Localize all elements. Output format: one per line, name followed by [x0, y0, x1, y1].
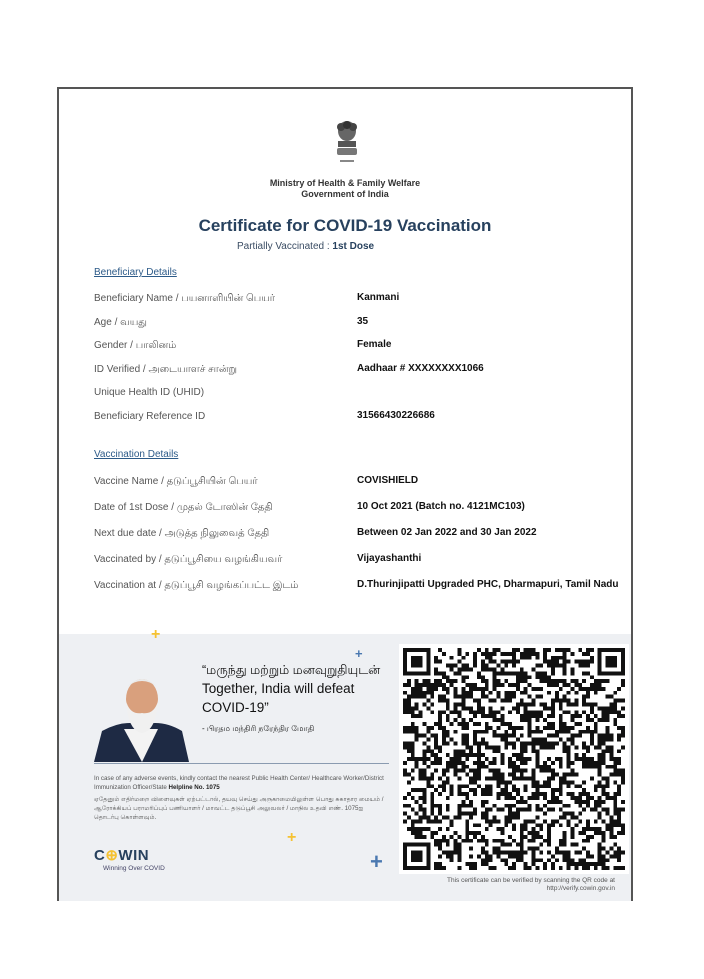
quote-tamil: “மருந்து மற்றும் மனவுறுதியுடன்: [202, 663, 381, 677]
field-label: Vaccine Name / தடுப்பூசியின் பெயர்: [94, 476, 258, 487]
status-value: 1st Dose: [332, 241, 375, 252]
verify-text: This certificate can be verified by scanning the QR code at: [446, 877, 615, 884]
cowin-logo: C⊕WIN: [94, 847, 150, 864]
beneficiary-heading: Beneficiary Details: [94, 267, 177, 278]
vaccination-heading: Vaccination Details: [94, 449, 179, 460]
field-value: 31566430226686: [357, 409, 435, 421]
field-value: 10 Oct 2021 (Batch no. 4121MC103): [357, 501, 525, 512]
national-emblem-icon: [332, 119, 362, 169]
plus-decor-icon: +: [370, 849, 383, 874]
field-value: Kanmani: [357, 292, 400, 303]
quote-attribution: - பிரதம மந்திரி நரேந்திர மோதி: [202, 724, 315, 733]
page-title: Certificate for COVID-19 Vaccination: [198, 216, 492, 235]
vaccination-certificate: [57, 87, 633, 901]
field-value: Female: [357, 339, 392, 350]
divider: [94, 763, 389, 764]
plus-decor-icon: +: [151, 626, 161, 643]
field-label: Next due date / அடுத்த நிலுவைத் தேதி: [94, 528, 270, 539]
plus-decor-icon: +: [355, 646, 363, 661]
field-label: Unique Health ID (UHID): [94, 387, 205, 398]
pm-quote: [202, 664, 392, 734]
field-label: ID Verified / அடையாளச் சான்று: [94, 363, 237, 375]
adverse-events-note: [94, 774, 384, 792]
note-text: In case of any adverse events, kindly contact the nearest Public Health Center/ Healthcare Worker/District Immunization Officer/State: [94, 775, 384, 791]
field-value: Aadhaar # XXXXXXXX1066: [357, 362, 484, 374]
field-label: Beneficiary Reference ID: [94, 410, 206, 422]
verify-url: http://verify.cowin.gov.in: [546, 885, 615, 892]
field-label: Vaccination at / தடுப்பூசி வழங்கப்பட்ட இடம்: [94, 580, 299, 591]
field-label: Age / வயது: [94, 316, 147, 328]
field-label: Date of 1st Dose / முதல் டோஸின் தேதி: [94, 502, 273, 513]
plus-decor-icon: +: [287, 829, 297, 846]
field-label: Vaccinated by / தடுப்பூசியை வழங்கியவர்: [94, 554, 283, 565]
vaccination-status: [237, 241, 374, 252]
ministry-name: Ministry of Health & Family Welfare: [269, 178, 421, 188]
status-label: Partially Vaccinated :: [237, 241, 333, 252]
government-name: Government of India: [301, 189, 389, 199]
quote-english: Together, India will defeat COVID-19”: [202, 681, 355, 715]
verification-qr-code: [399, 644, 629, 874]
field-value: D.Thurinjipatti Upgraded PHC, Dharmapuri, Tamil Nadu: [357, 579, 619, 590]
qr-code-icon: [403, 648, 625, 870]
field-label: Gender / பாலினம்: [94, 340, 177, 351]
prime-minister-photo: [94, 669, 189, 762]
footer-panel: [59, 626, 631, 901]
field-value: Between 02 Jan 2022 and 30 Jan 2022: [357, 527, 537, 538]
adverse-events-note-tamil: ஏதேனும் எதிர்மறை விளைவுகள் ஏற்பட்டால், தயவு செய்து அருகாமையிலுள்ள பொது சுகாதார மையம் / ஆரோக்கியப் பராமரிப்புப் பணியாளர் / மாவட்ட தடுப்பூசி அலுவலர் / மாநில உதவி எண். 1075ஐ தொடர்பு கொள்ளவும்.: [94, 796, 384, 821]
helpline-number: Helpline No. 1075: [168, 784, 220, 791]
field-value: 35: [357, 315, 369, 327]
field-label: Beneficiary Name / பயனாளியின் பெயர்: [94, 293, 276, 304]
cowin-tagline: Winning Over COVID: [103, 865, 165, 872]
field-value: COVISHIELD: [357, 475, 419, 486]
verify-note: [447, 877, 615, 893]
field-value: Vijayashanthi: [357, 553, 422, 564]
